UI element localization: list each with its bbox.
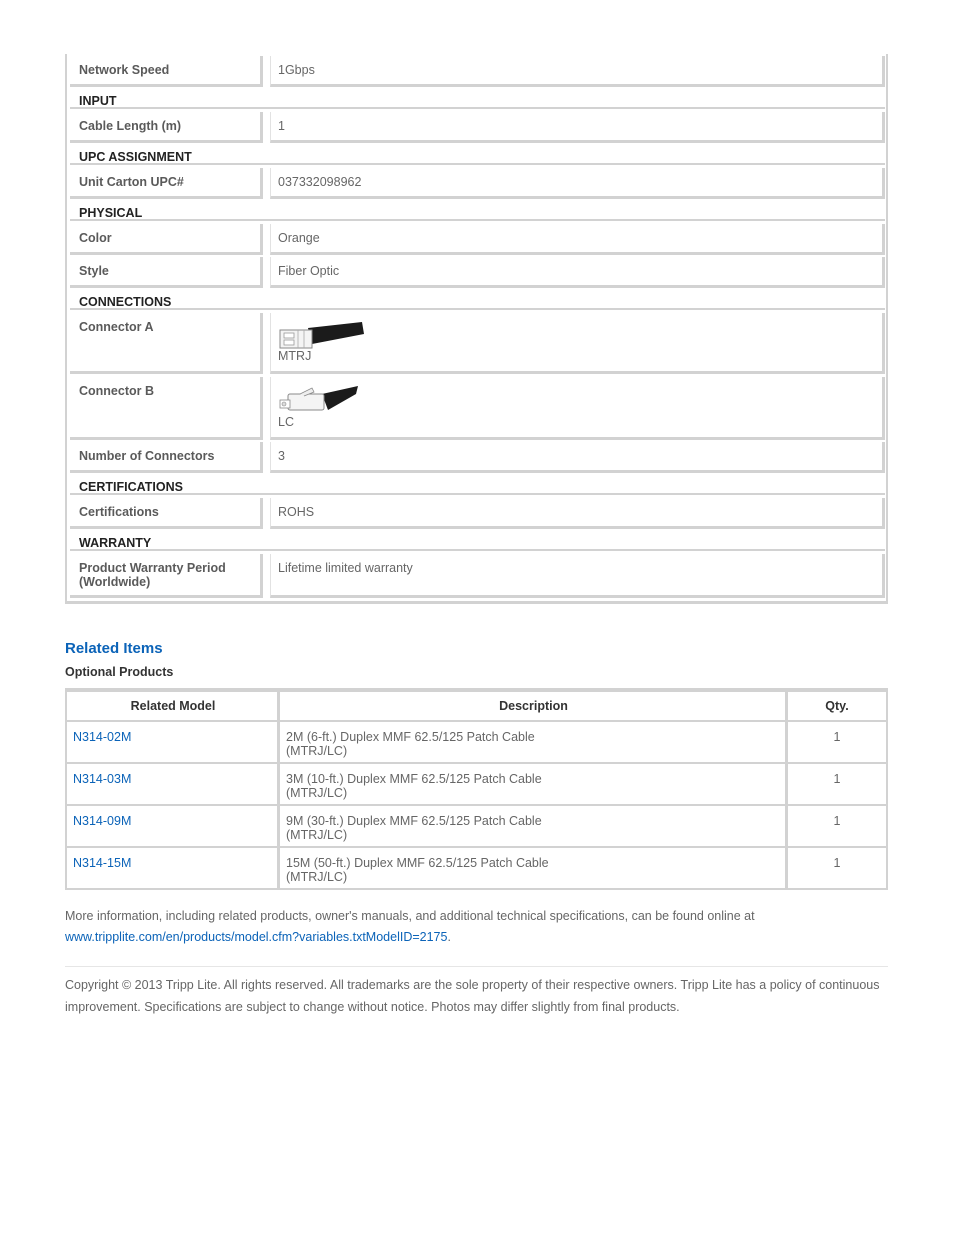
spec-label: Number of Connectors — [70, 442, 263, 473]
spec-value: ROHS — [270, 498, 885, 529]
related-description — [286, 772, 542, 800]
description-line: (MTRJ/LC) — [286, 828, 348, 842]
section-header-physical: PHYSICAL — [70, 199, 885, 221]
description-line: 2M (6-ft.) Duplex MMF 62.5/125 Patch Cable — [286, 730, 535, 744]
spec-label-line2: (Worldwide) — [79, 575, 151, 589]
copyright-notice: Copyright © 2013 Tripp Lite. All rights reserved. All trademarks are the sole property of their respective owners. Tripp Lite has a policy of continuous improvement. Specifications are subject to change without notice. Photos may differ slightly from final products. — [65, 978, 880, 1014]
spec-row-network-speed — [70, 56, 885, 87]
related-qty: 1 — [833, 730, 841, 744]
spec-label: Cable Length (m) — [70, 112, 263, 143]
row-divider — [67, 804, 886, 806]
spec-label: Style — [70, 257, 263, 288]
spec-value: 1Gbps — [270, 56, 885, 87]
spec-label: Connector A — [70, 313, 263, 374]
connector-b-type: LC — [278, 415, 294, 429]
spec-value: Orange — [270, 224, 885, 255]
related-model-link[interactable]: N314-03M — [73, 772, 132, 786]
more-info-suffix: . — [447, 930, 451, 944]
related-qty: 1 — [833, 856, 841, 870]
footer-divider — [65, 966, 888, 967]
header-related-model: Related Model — [130, 699, 216, 713]
mtrj-connector-icon — [278, 320, 364, 352]
section-header-warranty: WARRANTY — [70, 529, 885, 551]
description-line: (MTRJ/LC) — [286, 870, 348, 884]
spec-row-number-of-connectors — [70, 442, 885, 473]
related-qty: 1 — [833, 814, 841, 828]
section-header-input: INPUT — [70, 87, 885, 109]
description-line: (MTRJ/LC) — [286, 744, 348, 758]
product-page-link[interactable]: www.tripplite.com/en/products/model.cfm?variables.txtModelID=2175 — [65, 930, 448, 944]
description-line: (MTRJ/LC) — [286, 786, 348, 800]
related-description — [286, 730, 535, 758]
spec-value: 037332098962 — [270, 168, 885, 199]
section-header-certifications: CERTIFICATIONS — [70, 473, 885, 495]
spec-row-connector-a — [70, 313, 885, 374]
related-items-title: Related Items — [65, 640, 163, 657]
spec-label-line1: Product Warranty Period — [79, 561, 226, 575]
spec-row-connector-b — [70, 377, 885, 440]
related-products-table — [65, 688, 888, 890]
description-line: 15M (50-ft.) Duplex MMF 62.5/125 Patch Cable — [286, 856, 549, 870]
spec-value — [270, 377, 885, 440]
spec-label: Certifications — [70, 498, 263, 529]
spec-row-certifications — [70, 498, 885, 529]
more-info-text: More information, including related products, owner's manuals, and additional technical specifications, can be found online at — [65, 909, 755, 923]
row-divider — [67, 720, 886, 722]
spec-label — [70, 554, 263, 598]
spec-value: Lifetime limited warranty — [270, 554, 885, 598]
related-qty: 1 — [833, 772, 841, 786]
related-model-link[interactable]: N314-02M — [73, 730, 132, 744]
spec-value — [270, 313, 885, 374]
spec-row-warranty — [70, 554, 885, 598]
spec-label: Unit Carton UPC# — [70, 168, 263, 199]
spec-row-cable-length — [70, 112, 885, 143]
specifications-table — [65, 54, 888, 604]
description-line: 9M (30-ft.) Duplex MMF 62.5/125 Patch Cable — [286, 814, 542, 828]
description-line: 3M (10-ft.) Duplex MMF 62.5/125 Patch Cable — [286, 772, 542, 786]
related-description — [286, 814, 542, 842]
header-description: Description — [499, 699, 568, 713]
section-header-connections: CONNECTIONS — [70, 288, 885, 310]
spec-value: 3 — [270, 442, 885, 473]
lc-connector-icon — [278, 384, 364, 418]
row-divider — [67, 762, 886, 764]
optional-products-subtitle: Optional Products — [65, 665, 174, 679]
spec-row-style — [70, 257, 885, 288]
spec-label: Network Speed — [70, 56, 263, 87]
spec-label: Color — [70, 224, 263, 255]
row-divider — [67, 846, 886, 848]
related-model-link[interactable]: N314-15M — [73, 856, 132, 870]
spec-value: Fiber Optic — [270, 257, 885, 288]
section-header-upc: UPC ASSIGNMENT — [70, 143, 885, 165]
connector-a-type: MTRJ — [278, 349, 312, 363]
spec-value: 1 — [270, 112, 885, 143]
more-information — [65, 906, 885, 948]
spec-row-color — [70, 224, 885, 255]
spec-row-unit-carton-upc — [70, 168, 885, 199]
related-description — [286, 856, 549, 884]
header-qty: Qty. — [825, 699, 849, 713]
spec-label: Connector B — [70, 377, 263, 440]
related-model-link[interactable]: N314-09M — [73, 814, 132, 828]
